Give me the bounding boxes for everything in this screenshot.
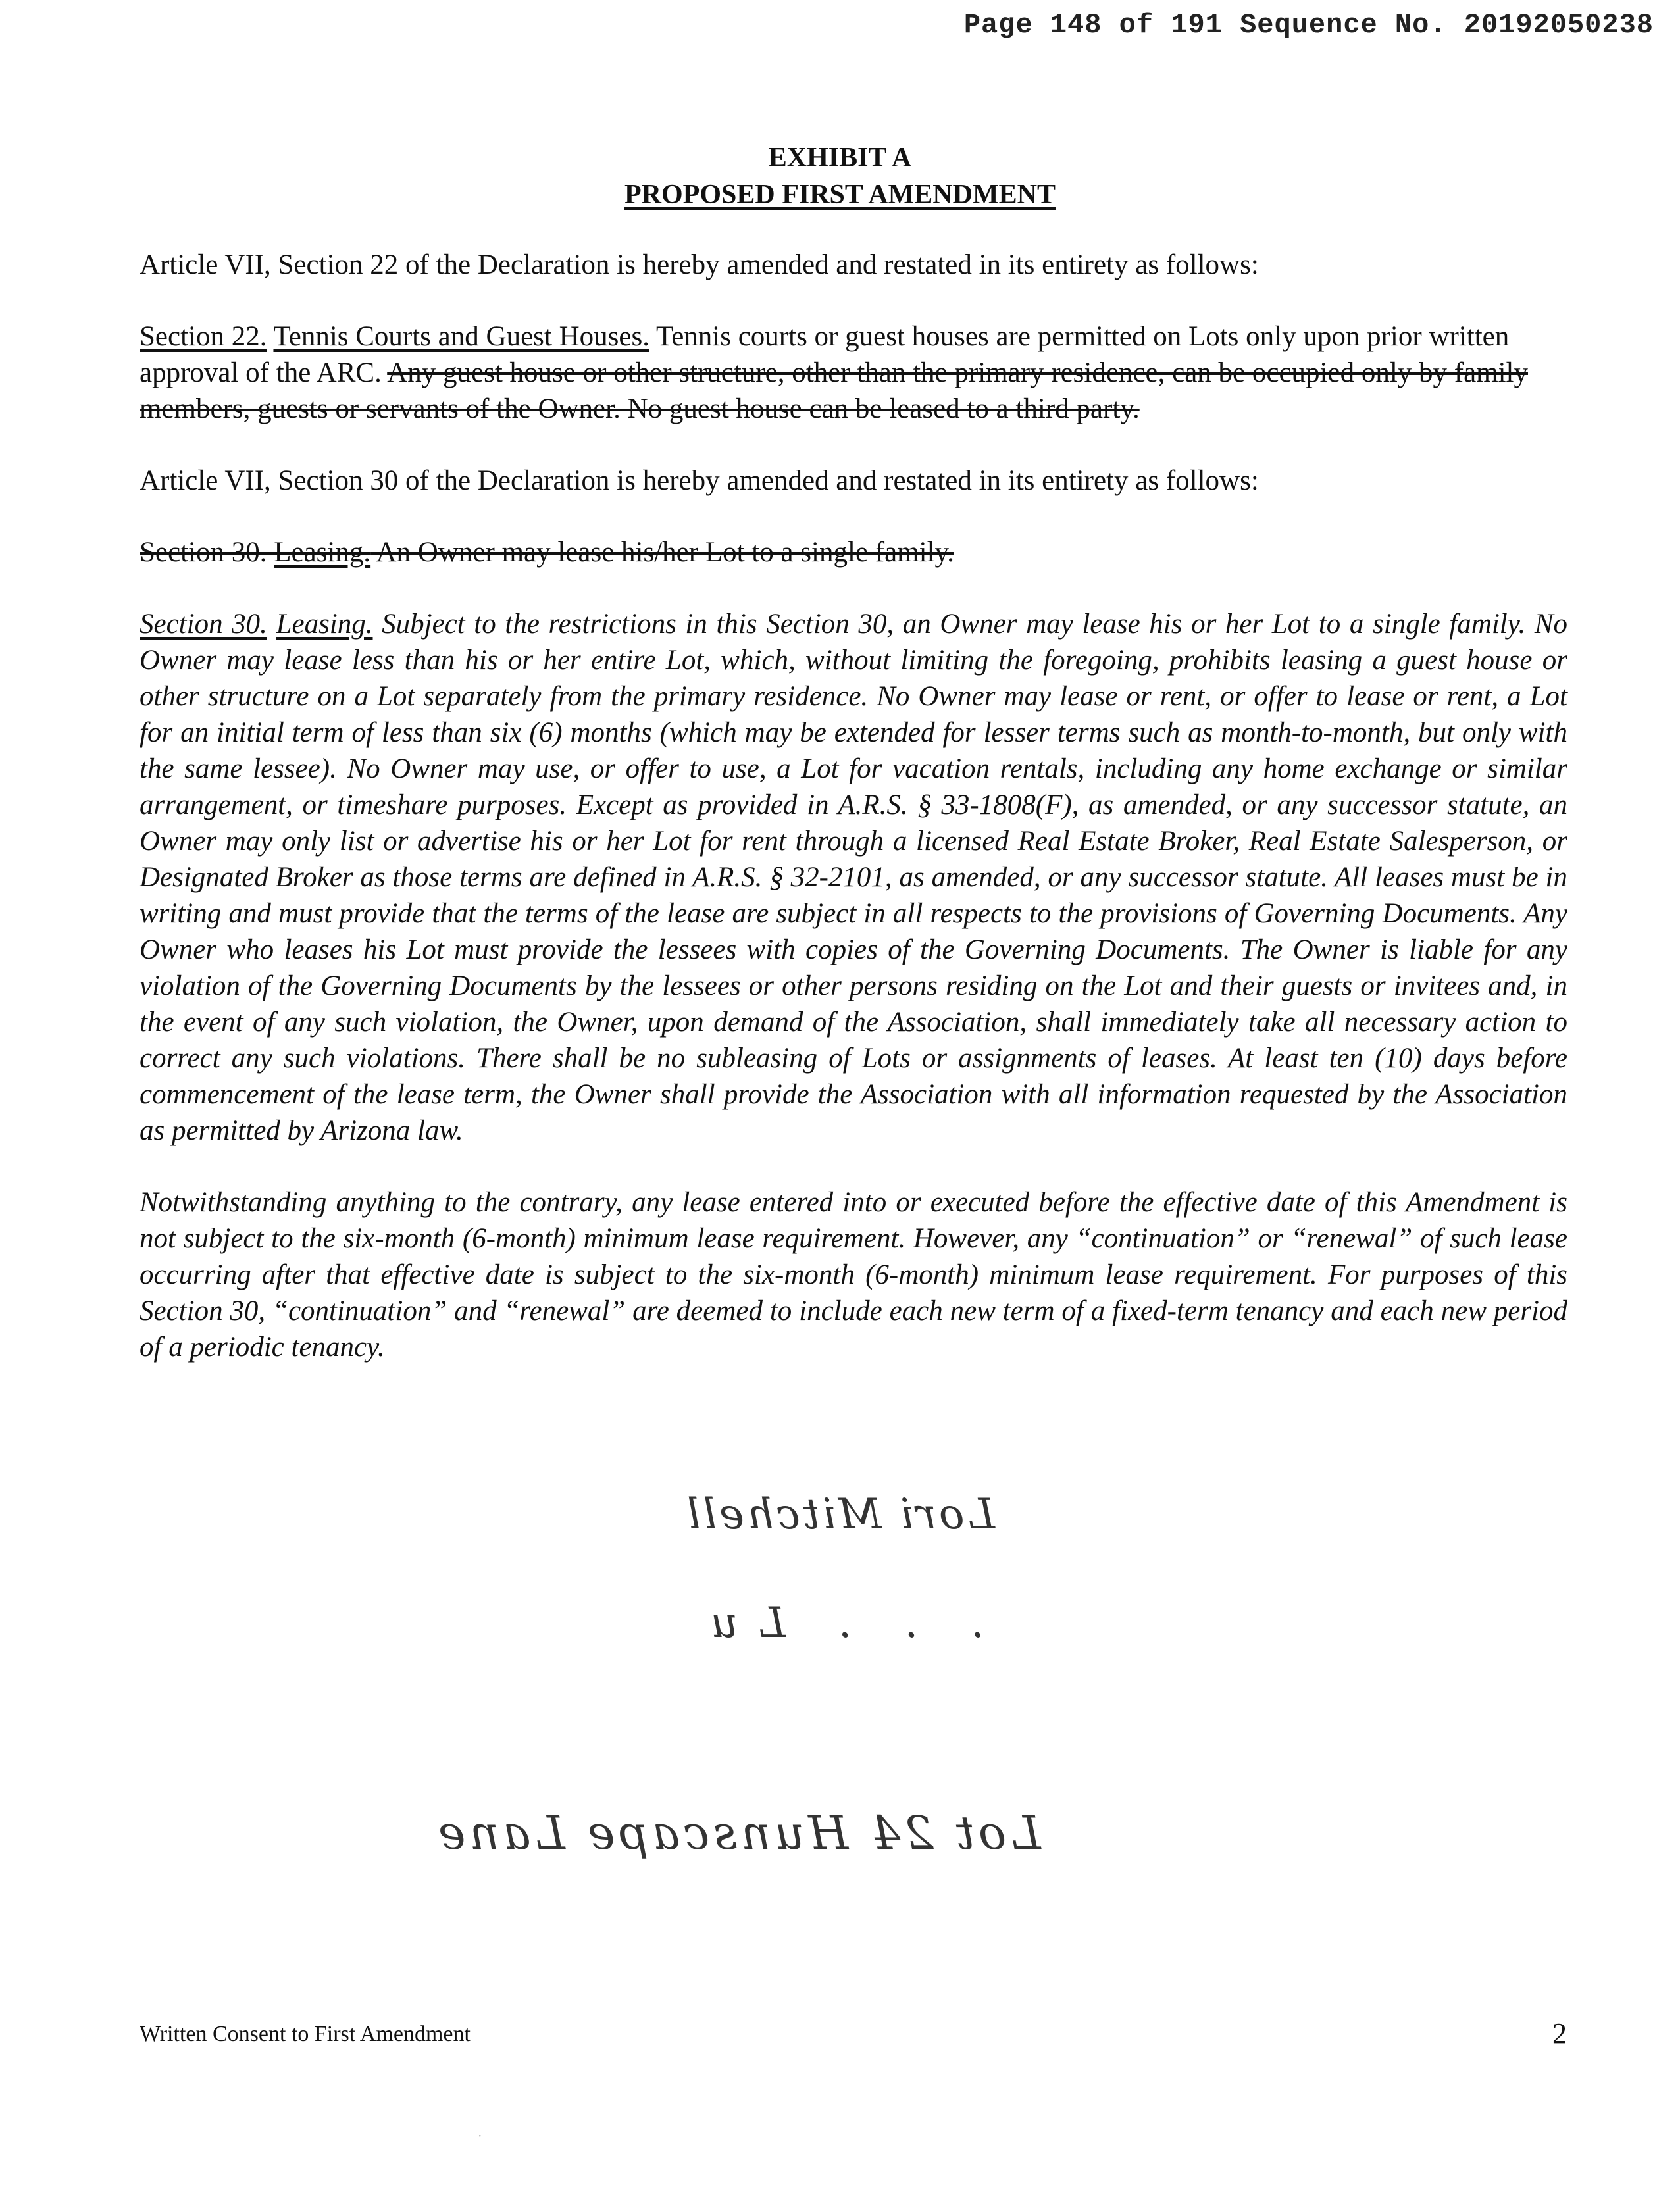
- intro-section-30: Article VII, Section 30 of the Declaration is hereby amended and restated in its entirety as follows:: [140, 465, 1259, 496]
- intro-section-22: Article VII, Section 22 of the Declaration is hereby amended and restated in its entirety as follows:: [140, 249, 1259, 280]
- page-header: Page 148 of 191 Sequence No. 20192050238: [963, 9, 1654, 41]
- section-30-old-text: An Owner may lease his/her Lot to a single family.: [376, 537, 954, 568]
- document-body: [140, 247, 1567, 1365]
- footer-page-number: 2: [1552, 2017, 1567, 2050]
- exhibit-subtitle: PROPOSED FIRST AMENDMENT: [624, 180, 1056, 210]
- signature-area: [0, 1477, 1680, 1938]
- section-30-new-text: Subject to the restrictions in this Section 30, an Owner may lease his or her Lot to a single family. No Owner may lease less than his or her entire Lot, which, without limiting the foregoing, prohibits leasing a guest house or other structure on a Lot separately from the primary residence. No Owner may lease or rent, or offer to lease or rent, a Lot for an initial term of less than six (6) months (which may be extended for lesser terms such as month-to-month, but only with the same lessee). No Owner may use, or offer to use, a Lot for vacation rentals, including any home exchange or similar arrangement, or timeshare purposes. Except as provided in A.R.S. § 33-1808(F), as amended, or any successor statute, an Owner may only list or advertise his or her Lot for rent through a licensed Real Estate Broker, Real Estate Salesperson, or Designated Broker as those terms are defined in A.R.S. § 32-2101, as amended, or any successor statute. All leases must be in writing and must provide that the terms of the lease are subject in all respects to the provisions of Governing Documents. Any Owner who leases his Lot must provide the lessees with copies of the Governing Documents. The Owner is liable for any violation of the Governing Documents by the lessees or other persons residing on the Lot and their guests or invitees and, in the event of any such violation, the Owner, upon demand of the Association, shall immediately take all necessary action to correct any such violations. There shall be no subleasing of Lots or assignments of leases. At least ten (10) days before commencement of the lease term, the Owner shall provide the Association with all information requested by the Association as permitted by Arizona law.: [140, 609, 1568, 1146]
- section-30-old-label: Section 30.: [140, 537, 267, 568]
- section-30-old-paragraph: [140, 534, 1567, 570]
- handwritten-signature: Lori Mitchell: [684, 1490, 996, 1539]
- handwritten-signature: . . . Lu: [691, 1599, 984, 1648]
- section-30-new-label: Section 30.: [140, 609, 267, 640]
- section-22-text: Tennis courts or guest houses are permitted on Lots only upon prior written approval of the ARC.: [140, 321, 1510, 388]
- exhibit-title: EXHIBIT A: [768, 143, 912, 173]
- notwithstanding-paragraph: Notwithstanding anything to the contrary, any lease entered into or executed before the effective date of this Amendment is not subject to the six-month (6-month) minimum lease requirement. However, any “continuation” or “renewal” of such lease occurring after that effective date is subject to the six-month (6-month) minimum lease requirement. For purposes of this Section 30, “continuation” and “renewal” are deemed to include each new term of a fixed-term tenancy and each new period of a periodic tenancy.: [140, 1187, 1567, 1363]
- handwritten-signature: Lot 24 Hunscape Lane: [434, 1806, 1041, 1860]
- section-30-old-heading: Leasing.: [274, 537, 371, 568]
- title-block: [0, 139, 1680, 213]
- footer-label: Written Consent to First Amendment: [140, 2022, 471, 2046]
- section-30-new-paragraph: [140, 606, 1567, 1149]
- section-22-struck-text: Any guest house or other structure, other than the primary residence, can be occupied only by family members, guests or servants of the Owner. No guest house can be leased to a third party.: [140, 357, 1529, 424]
- section-30-new-heading: Leasing.: [276, 609, 373, 640]
- scan-speck-icon: ·: [478, 2129, 482, 2144]
- section-22-label: Section 22.: [140, 321, 267, 352]
- section-22-paragraph: [140, 318, 1567, 427]
- section-22-heading: Tennis Courts and Guest Houses.: [273, 321, 649, 352]
